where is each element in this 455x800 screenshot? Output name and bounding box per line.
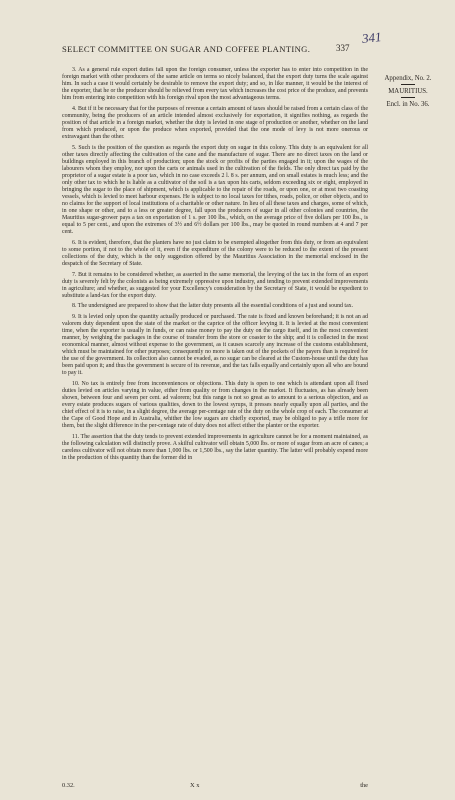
footer-sheet-mark: X x (190, 782, 200, 789)
paragraph-8: 8. The undersigned are prepared to show that the latter duty presents all the essential conditions of a just and sound tax. (72, 303, 354, 310)
paragraph-9: 9. It is levied only upon the quantity actually produced or purchased. The rate is fixed and known beforehand; it is not an ad valorem duty dependent upon the state of the market or the caprice of the officer levying it. It is levied at the most convenient time, when the exporter is usually in funds, or can raise money to pay the duty on the cargo itself, and in the most convenient manner, by weighing the packages in the course of transfer from the store or coaster to the ship; and it is collected in the most economical manner, almost without expense to the government, as it causes scarcely any increase of the customs establishment, which must be maintained for other purposes; consequently no more is taken out of the pockets of the payers than is required for the use of the government. Its collection also cannot be evaded, as no sugar can be cleared at the Custom-house until the duty has been paid upon it; and thus the government is secure of its revenue, and the tax falls equally and certainly upon all who are bound to pay it. (62, 314, 368, 377)
paragraph-6: 6. It is evident, therefore, that the planters have no just claim to be exempted altogether from this duty, or from an equivalent to some portion, if not to the whole of it, even if the expenditure of the colony were to be reduced to the extent of the present collections of the duty, which is the only suggestion offered by the Mauritius Association in the memorial enclosed in the despatch of the Secretary of State. (62, 239, 368, 267)
margin-divider (401, 97, 415, 98)
paragraph-4: 4. But if it be necessary that for the purposes of revenue a certain amount of taxes should be raised from a certain class of the community, being the producers of an article intended almost exclusively for exportation, it signifies nothing, as regards the position of that article in a foreign market, whether the duty is levied in one stage of production or another, whether on the land from which produced, or upon the produce when exported, provided that the one mode of levy is not more onerous or extravagant than the other. (62, 105, 368, 141)
paragraph-10: 10. No tax is entirely free from inconveniences or objections. This duty is open to one which is attendant upon all fixed duties levied on articles varying in value, either from quality or from changes in the market. It fluctuates, as has already been shown, between four and seven per cent. ad valorem; but this range is not so great as to amount to a serious objection, and as every estate produces sugars of various qualities, down to the lowest syrups, it presses nearly equally upon all parties, and the chief effect of it is to raise, in a slight degree, the average per-centage rate of the duty on the whole crop of each. The consumer at the Cape of Good Hope and in Australia, whither the low sugars are chiefly exported, may be obliged to pay a trifle more for them, but the slight difference in the per-centage rate of duty does not affect either the planter or the exporter. (62, 381, 368, 430)
paragraph-3: 3. As a general rule export duties fall upon the foreign consumer, unless the exporter has to enter into competition in the foreign market with other producers of the same article on terms so nicely balanced, that the export duty turns the scale against him. In such a case it would certainly be desirable to remove the export duty; and so, in like manner, it would be the interest of the exporter, that he or the producer should be relieved from every tax which increases the cost price of the produce, and prevents him from entering into competition with his foreign rival upon the most advantageous terms. (62, 67, 368, 102)
paragraph-5: 5. Such is the position of the question as regards the export duty on sugar in this colony. This duty is an equivalent for all other taxes directly affecting the cultivation of the cane and the manufacture of sugar. There are no direct taxes on the land or buildings employed in this branch of production; upon the stock or profits of the parties engaged in it; upon the wages of the labourers whom they employ, nor upon the carts or animals used in the cultivation of the fields. The only direct tax paid by the proprietor of a sugar estate is a poor tax, which in no case exceeds 2 l. 8 s. per annum, and on small estates is much less; and the only other tax to which he is liable as a cultivator of the soil is a tax upon his carts, seldom exceeding six or eight, employed in bringing the sugar to the place of shipment, which is applicable to the repair of the roads, or upon one, or at most two coasting vessels, which is levied to meet harbour expenses. He is subject to no local taxes for tithes, roads, police, or other objects, and to no claims for the support of local institutions of a charitable or other nature. In lieu of all these taxes and charges, some of which, in one shape or other, and to a less or greater degree, fall upon the producers of sugar in all other colonies and countries, the Mauritius sugar-grower pays a tax on exportation of 1 s. per 100 lbs., which, on the average price of five dollars per 100 lbs., is equal to 5 per cent., and upon the extremes of 3½ and 6½ dollars per 100 lbs., may be quoted in round numbers at 4 and 7 per cent. (62, 144, 368, 236)
margin-enclosure: Encl. in No. 36. (386, 101, 430, 108)
page-header: SELECT COMMITTEE ON SUGAR AND COFFEE PLANTING. (62, 44, 311, 54)
footer-catchword: the (360, 782, 368, 789)
margin-note (373, 74, 443, 109)
document-body (62, 67, 368, 782)
margin-appendix: Appendix, No. 2. (384, 75, 432, 82)
footer-signature-mark: 0.32. (62, 782, 75, 789)
page-footer (62, 782, 368, 792)
margin-divider (401, 84, 415, 85)
paragraph-11: 11. The assertion that the duty tends to prevent extended improvements in agriculture cannot be for a moment maintained, as the following calculation will distinctly prove. A skilful cultivator will obtain 5,000 lbs. or more of sugar from an acre of canes; a careless cultivator will not obtain more than 1,000 lbs. or 1,500 lbs., say the latter quantity. The latter will probably expend more in the production of this quantity than the former did in (62, 434, 368, 462)
page-number: 337 (336, 43, 350, 53)
paragraph-7: 7. But it remains to be considered whether, as asserted in the same memorial, the levying of the tax in the form of an export duty is severely felt by the colonists as being extremely oppressive upon industry, and tending to prevent extended improvements in agriculture; and whether, as suggested for your Excellency's consideration by the Secretary of State, it would be expedient to substitute a land-tax for the export duty. (62, 271, 368, 299)
handwritten-page-number: 341 (361, 29, 383, 46)
margin-colony: MAURITIUS. (388, 88, 428, 95)
